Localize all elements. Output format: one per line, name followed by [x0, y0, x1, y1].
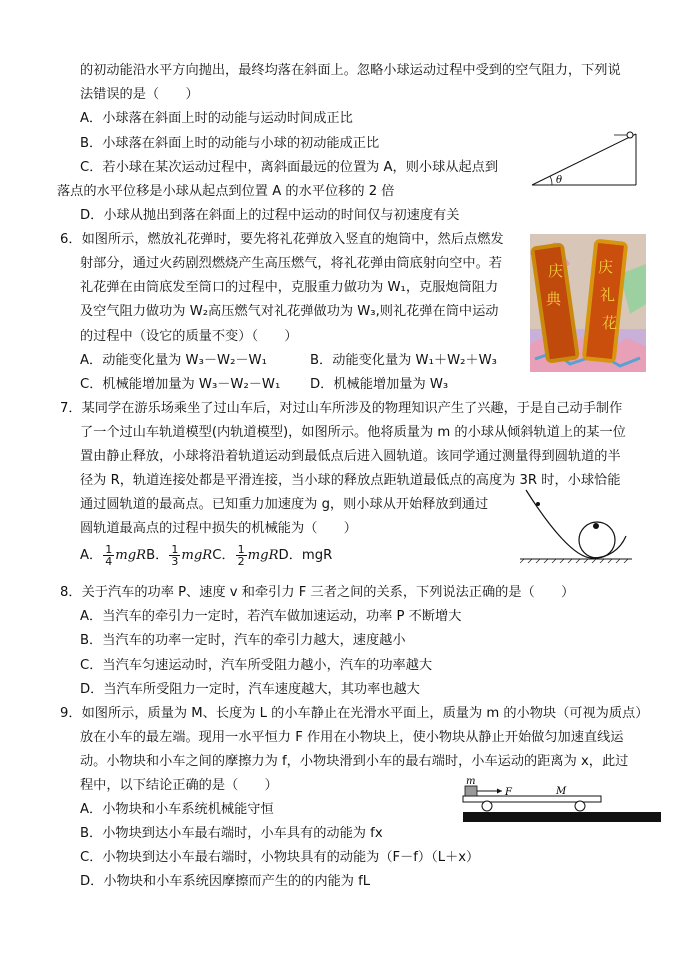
q5-stem-line1: 的初动能沿水平方向抛出，最终均落在斜面上。忽略小球运动过程中受到的空气阻力，下列说 — [80, 63, 621, 78]
q7-option-b-prefix: B． — [146, 548, 169, 563]
svg-text:花: 花 — [602, 314, 618, 332]
q7-stem-line5: 通过圆轨道的最高点。已知重力加速度为 g，则小球从开始释放到通过 — [80, 497, 489, 512]
q7-option-c-prefix: C． — [212, 548, 235, 563]
cart-mass-label: M — [556, 786, 567, 797]
q6-stem-line3: 礼花弹在由筒底发至筒口的过程中，克服重力做功为 W₁，克服炮筒阻力 — [80, 280, 499, 295]
q7-stem-line2: 了一个过山车轨道模型(内轨道模型)，如图所示。他将质量为 m 的小球从倾斜轨道上的某一位 — [80, 425, 626, 440]
q5-option-a: A．小球落在斜面上时的动能与运动时间成正比 — [80, 111, 353, 126]
q8-stem: 8．关于汽车的功率 P、速度 v 和牵引力 F 三者之间的关系，下列说法正确的是（ ） — [60, 585, 575, 600]
roller-coaster-figure — [520, 488, 632, 564]
frac-numerator: 1 — [237, 542, 245, 556]
q7-option-b-value: mgR — [181, 548, 213, 563]
fraction-one-half — [236, 544, 247, 567]
q7-stem-line6: 圆轨道最高点的过程中损失的机械能为（ ） — [80, 521, 357, 536]
svg-text:典: 典 — [546, 290, 562, 308]
q9-stem-line1: 9．如图所示，质量为 M、长度为 L 的小车静止在光滑水平面上，质量为 m 的小物块（可视为质点） — [60, 706, 649, 721]
q5-option-d: D．小球从抛出到落在斜面上的过程中运动的时间仅与初速度有关 — [80, 208, 460, 223]
fraction-one-third — [169, 544, 180, 567]
frac-denominator: 2 — [237, 554, 245, 568]
q9-option-c: C．小物块到达小车最右端时，小物块具有的动能为（F－f）（L＋x） — [80, 850, 480, 865]
svg-text:庆: 庆 — [548, 262, 564, 280]
q7-options — [80, 542, 332, 570]
q6-stem-line2: 射部分，通过火药剧烈燃烧产生高压燃气，将礼花弹由筒底射向空中。若 — [80, 256, 502, 271]
q7-option-c-value: mgR — [247, 548, 279, 563]
q5-option-c-line1: C．若小球在某次运动过程中，离斜面最远的位置为 A，则小球从起点到 — [80, 160, 499, 175]
q6-option-d: D．机械能增加量为 W₃ — [310, 377, 449, 392]
q9-option-a: A．小物块和小车系统机械能守恒 — [80, 802, 274, 817]
q7-stem-line1: 7．某同学在游乐场乘坐了过山车后，对过山车所涉及的物理知识产生了兴趣，于是自己动手制作 — [60, 401, 623, 416]
incline-figure — [528, 128, 640, 188]
q9-stem-line2: 放在小车的最左端。现用一水平恒力 F 作用在小物块上，使小物块从静止开始做匀加速直线运 — [80, 730, 624, 745]
q5-option-b: B．小球落在斜面上时的动能与小球的初动能成正比 — [80, 136, 380, 151]
cart-block-figure — [460, 774, 662, 824]
q6-option-a: A．动能变化量为 W₃－W₂－W₁ — [80, 353, 267, 368]
firework-shell-photo — [530, 234, 646, 372]
q7-stem-line3: 置由静止释放，小球将沿着轨道运动到最低点后进入圆轨道。该同学通过测量得到圆轨道的半 — [80, 449, 621, 464]
q5-option-c-line2: 落点的水平位移是小球从起点到位置 A 的水平位移的 2 倍 — [57, 184, 395, 199]
q6-stem-line1: 6．如图所示，燃放礼花弹时，要先将礼花弹放入竖直的炮筒中，然后点燃发 — [60, 232, 504, 247]
q8-option-a: A．当汽车的牵引力一定时，若汽车做加速运动，功率 P 不断增大 — [80, 609, 462, 624]
frac-numerator: 1 — [105, 542, 113, 556]
q6-option-b: B．动能变化量为 W₁＋W₂＋W₃ — [310, 353, 497, 368]
q7-option-a-value: mgR — [115, 548, 147, 563]
q9-option-b: B．小物块到达小车最右端时，小车具有的动能为 fx — [80, 826, 383, 841]
q6-stem-line4: 及空气阻力做功为 W₂高压燃气对礼花弹做功为 W₃,则礼花弹在筒中运动 — [80, 304, 499, 319]
svg-text:庆: 庆 — [598, 258, 614, 276]
q8-option-c: C．当汽车匀速运动时，汽车所受阻力越小，汽车的功率越大 — [80, 658, 433, 673]
q8-option-b: B．当汽车的功率一定时，汽车的牵引力越大，速度越小 — [80, 633, 406, 648]
q6-stem-line5: 的过程中（设它的质量不变）（ ） — [80, 329, 298, 344]
svg-text:礼: 礼 — [600, 286, 616, 304]
q7-option-a-prefix: A． — [80, 548, 103, 563]
force-label: F — [505, 787, 512, 798]
theta-label: θ — [556, 175, 563, 186]
frac-denominator: 3 — [171, 554, 179, 568]
q7-option-d: D．mgR — [278, 548, 333, 563]
q7-stem-line4: 径为 R，轨道连接处都是平滑连接，当小球的释放点距轨道最低点的高度为 3R 时，小球恰能 — [80, 473, 621, 488]
q5-stem-line2: 法错误的是（ ） — [80, 87, 199, 102]
block-mass-label: m — [466, 776, 476, 787]
q6-option-c: C．机械能增加量为 W₃－W₂－W₁ — [80, 377, 281, 392]
q9-option-d: D．小物块和小车系统因摩擦而产生的的内能为 fL — [80, 874, 371, 889]
frac-numerator: 1 — [171, 542, 179, 556]
fraction-one-quarter — [103, 544, 114, 567]
q9-stem-line3: 动。小物块和小车之间的摩擦力为 f，小物块滑到小车的最右端时，小车运动的距离为 x，此过 — [80, 754, 629, 769]
q9-stem-line4: 程中，以下结论正确的是（ ） — [80, 778, 278, 793]
q8-option-d: D．当汽车所受阻力一定时，汽车速度越大，其功率也越大 — [80, 682, 420, 697]
frac-denominator: 4 — [105, 554, 113, 568]
